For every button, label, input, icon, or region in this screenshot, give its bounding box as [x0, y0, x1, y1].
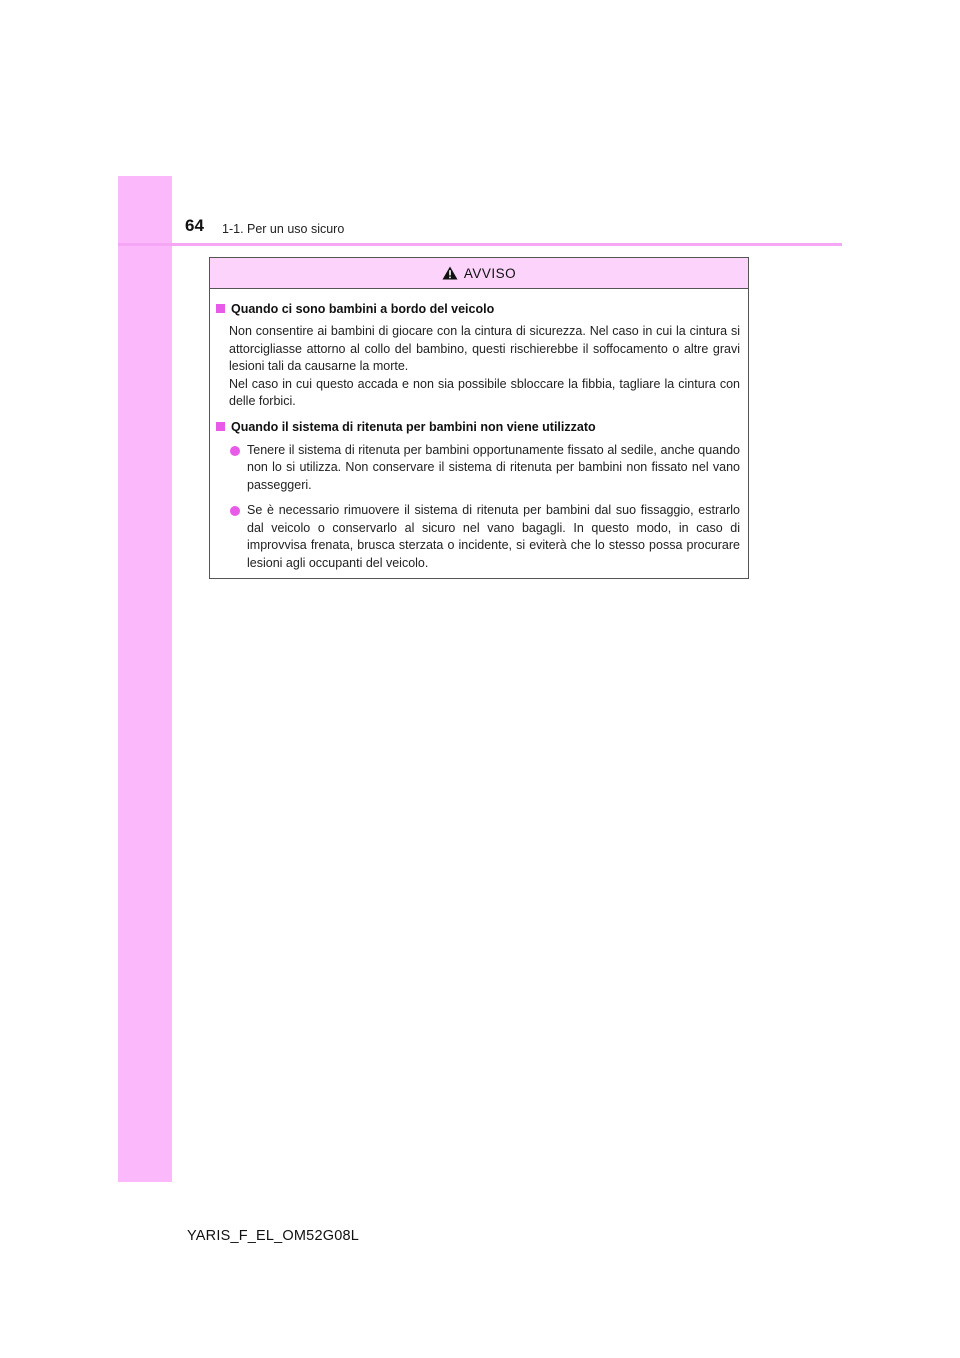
side-tab-band	[118, 176, 172, 1182]
list-item: Tenere il sistema di ritenuta per bambini opportunamente fissato al sedile, anche quando non lo si utilizza. Non conservare il sistema di ritenuta per bambini non fissato nel vano passeggeri.	[216, 442, 740, 495]
square-bullet-icon	[216, 304, 225, 313]
warning-box	[209, 257, 749, 579]
warning-triangle-icon	[442, 266, 458, 280]
warning-body	[210, 289, 748, 572]
section-title: 1-1. Per un uso sicuro	[222, 222, 345, 236]
warning-section-children-on-board	[216, 301, 740, 411]
round-bullet-icon	[230, 506, 240, 516]
list-item: Se è necessario rimuovere il sistema di ritenuta per bambini dal suo fissaggio, estrarlo dal veicolo o conservarlo al sicuro nel vano bagagli. In questo modo, in caso di improvvisa frenata, brusca sterzata o incidente, si eviterà che lo stesso possa procurare lesioni agli occupanti del veicolo.	[216, 502, 740, 572]
square-bullet-icon	[216, 422, 225, 431]
section-heading: Quando ci sono bambini a bordo del veicolo	[216, 301, 740, 318]
header-rule	[118, 243, 842, 246]
section-heading: Quando il sistema di ritenuta per bambini non viene utilizzato	[216, 419, 740, 436]
paragraph: Non consentire ai bambini di giocare con la cintura di sicurezza. Nel caso in cui la cintura si attorcigliasse attorno al collo del bambino, questi rischierebbe il soffocamento o altre gravi lesioni tali da causarne la morte.	[229, 324, 740, 373]
warning-title: AVVISO	[463, 265, 517, 281]
warning-section-restraint-not-used	[216, 419, 740, 573]
warning-header	[210, 258, 748, 289]
document-code: YARIS_F_EL_OM52G08L	[187, 1228, 359, 1244]
paragraph: Nel caso in cui questo accada e non sia possibile sbloccare la fibbia, tagliare la cintura con delle forbici.	[229, 376, 740, 408]
round-bullet-icon	[230, 446, 240, 456]
page-number: 64	[185, 216, 204, 235]
